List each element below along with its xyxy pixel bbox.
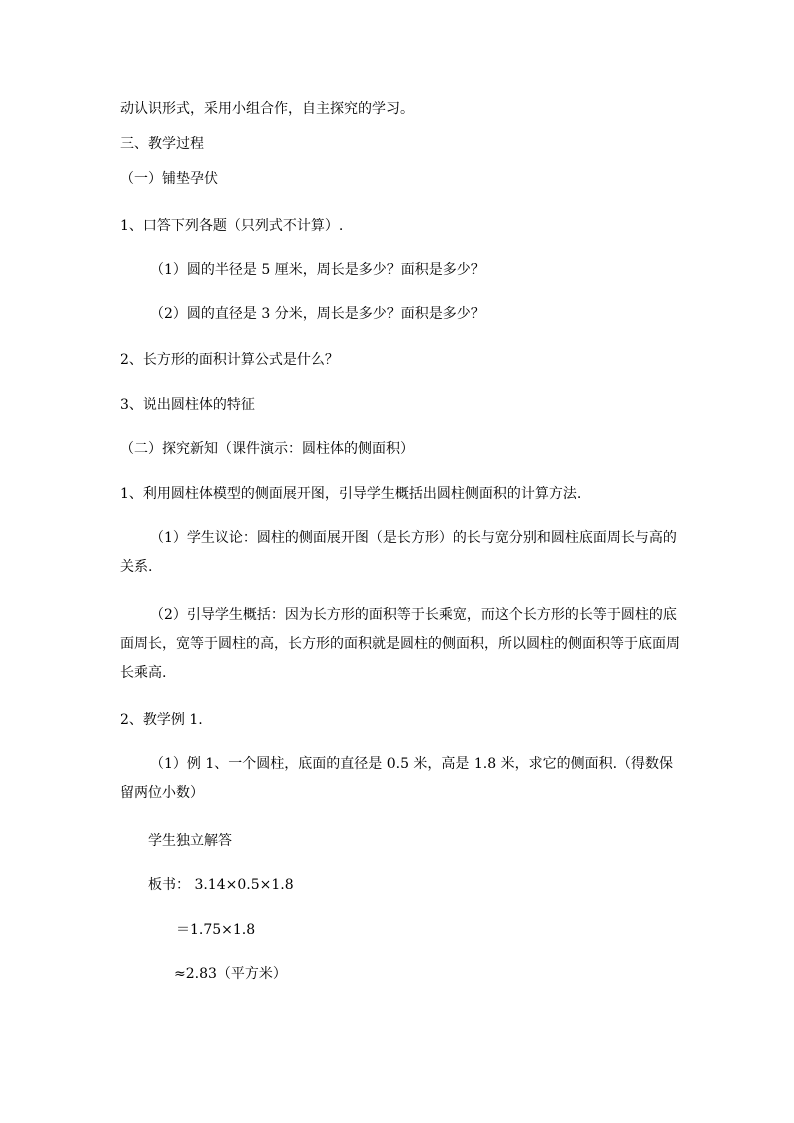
subheading-preparation: （一）铺垫孕伏 [120,171,218,187]
paragraph-student-discussion: （1）学生议论：圆柱的侧面展开图（是长方形）的长与宽分别和圆柱底面周长与高的关系. [120,530,677,575]
section-heading-teaching-process: 三、教学过程 [120,136,204,152]
line-independent-solution: 学生独立解答 [148,833,232,849]
item-rectangle-formula: 2、长方形的面积计算公式是什么？ [120,352,339,368]
item-example-one: 2、教学例 1. [120,712,203,728]
board-equation-line-2: ＝1.75×1.8 [176,922,256,938]
item-lateral-unfolding: 1、利用圆柱体模型的侧面展开图，引导学生概括出圆柱侧面积的计算方法. [120,486,582,502]
board-equation-line-1: 板书： 3.14×0.5×1.8 [148,877,294,893]
subheading-explore-new-knowledge: （二）探究新知（课件演示：圆柱体的侧面积） [120,441,414,457]
item-oral-questions: 1、口答下列各题（只列式不计算）. [120,218,344,234]
question-radius: （1）圆的半径是 5 厘米，周长是多少？面积是多少？ [150,262,485,278]
paragraph-guided-summary: （2）引导学生概括：因为长方形的面积等于长乘宽，而这个长方形的长等于圆柱的底面周长，宽等于圆柱的高，长方形的面积就是圆柱的侧面积，所以圆柱的侧面积等于底面周长乘高. [120,607,680,681]
board-equation-line-3: ≈2.83（平方米） [174,966,287,982]
paragraph-example-problem: （1）例 1、一个圆柱，底面的直径是 0.5 米，高是 1.8 米，求它的侧面积.（得数保留两位小数） [120,756,674,801]
paragraph-intro: 动认识形式，采用小组合作，自主探究的学习。 [120,101,414,117]
question-diameter: （2）圆的直径是 3 分米，周长是多少？面积是多少？ [150,306,485,322]
item-cylinder-features: 3、说出圆柱体的特征 [120,397,255,413]
